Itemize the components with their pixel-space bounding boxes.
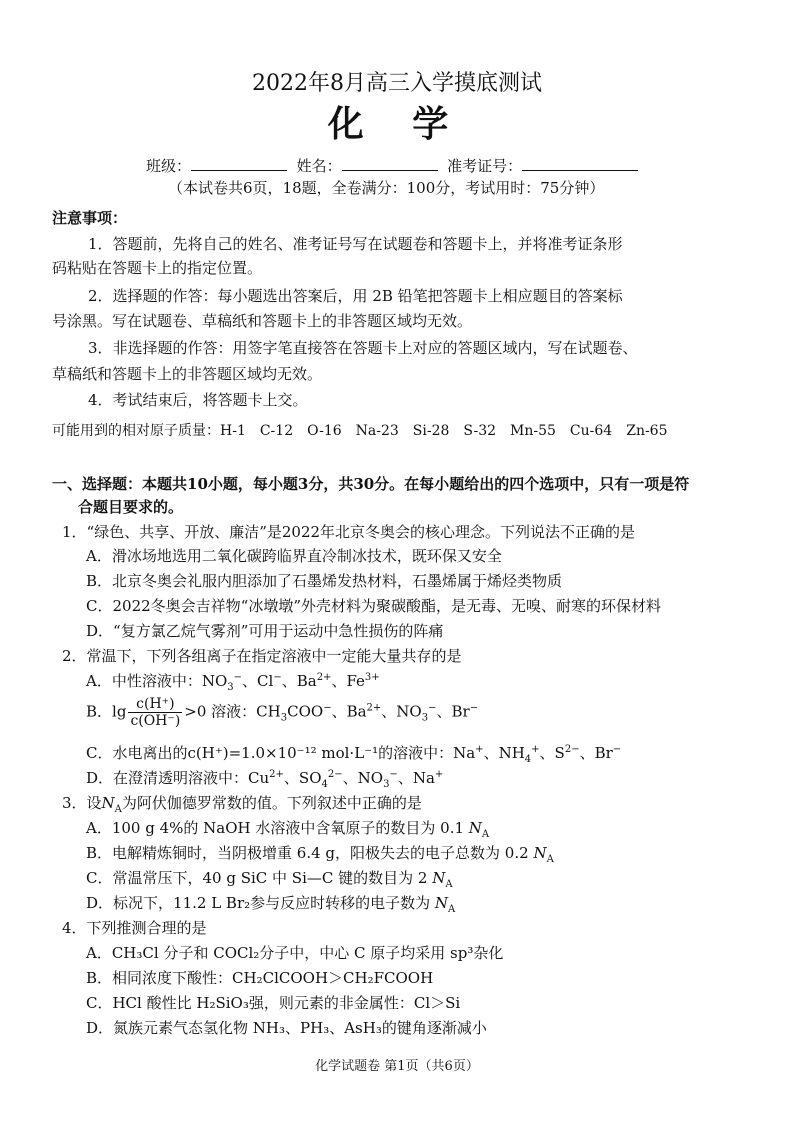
q3-option-b: B．电解精炼铜时，当阴极增重 6.4 g，阳极失去的电子总数为 0.2 $N_A$ (86, 844, 554, 865)
q2-a-label: A．中性溶液中： (86, 672, 202, 690)
q3-a-text: A．100 g 4%的 NaOH 水溶液中含氧原子的数目为 0.1 (86, 819, 465, 837)
note-3-line-1: 3．非选择题的作答：用签字笔直接答在答题卡上对应的答题区域内，写在试题卷、 (88, 339, 638, 357)
q2-option-a: A．中性溶液中：$NO_3^-$、Cl−、$Ba^{2+}$、$Fe^{3+}$ (86, 672, 380, 693)
page-footer: 化学试题卷 第1页（共6页） (315, 1059, 479, 1074)
q2-b-denominator: c(OH⁻) (130, 713, 181, 729)
note-3-line-2: 草稿纸和答题卡上的非答题区域均无效。 (52, 365, 323, 383)
notes-heading: 注意事项： (52, 209, 128, 227)
student-info-line (146, 156, 638, 176)
id-blank[interactable] (522, 156, 638, 171)
q2-b-fraction (128, 696, 182, 729)
q3-b-text: B．电解精炼铜时，当阴极增重 6.4 g，阳极失去的电子总数为 0.2 (86, 844, 529, 862)
q3-option-d: D．标况下，11.2 L Br₂参与反应时转移的电子数为 $N_A$ (86, 894, 456, 915)
section-1-heading-line-1: 一、选择题：本题共10小题，每小题3分，共30分。在每小题给出的四个选项中，只有一项是符 (52, 475, 690, 493)
id-label: 准考证号： (447, 157, 523, 175)
q2-stem: 2．常温下，下列各组离子在指定溶液中一定能大量共存的是 (62, 647, 462, 665)
q3-c-text: C．常温常压下，40 g SiC 中 Si—C 键的数目为 2 (86, 869, 428, 887)
q4-option-d: D．氮族元素气态氢化物 NH₃、PH₃、AsH₃的键角逐渐减小 (86, 1019, 487, 1037)
q3-stem-post: 为阿伏伽德罗常数的值。下列叙述中正确的是 (121, 794, 422, 812)
q2-b-rest: >0 溶液： (184, 702, 257, 721)
q3-option-a: A．100 g 4%的 NaOH 水溶液中含氧原子的数目为 0.1 $N_A$ (86, 819, 490, 840)
q1-option-c: C．2022冬奥会吉祥物“冰墩墩”外壳材料为聚碳酸酯，是无毒、无嗅、耐寒的环保材料 (86, 597, 661, 615)
note-2-line-2: 号涂黑。写在试题卷、草稿纸和答题卡上的非答题区域均无效。 (52, 312, 473, 330)
q4-option-c: C．HCl 酸性比 H₂SiO₃强，则元素的非金属性：Cl＞Si (86, 994, 461, 1012)
q2-b-numerator: c(H⁺) (128, 696, 182, 713)
name-blank[interactable] (342, 156, 438, 171)
q1-option-b: B．北京冬奥会礼服内胆添加了石墨烯发热材料，石墨烯属于烯烃类物质 (86, 572, 563, 590)
q2-b-lg: lg (112, 702, 127, 721)
note-1-line-2: 码粘贴在答题卡上的指定位置。 (52, 259, 263, 277)
q2-d-label: D．在澄清透明溶液中： (86, 769, 249, 787)
q1-option-a: A．滑冰场地选用二氧化碳跨临界直冷制冰技术，既环保又安全 (86, 547, 502, 565)
exam-title: 2022年8月高三入学摸底测试 (252, 71, 542, 96)
q2-option-d: D．在澄清透明溶液中：$Cu^{2+}$、$SO_4^{2-}$、$NO_3^-$、Na+ (86, 769, 444, 790)
q1-stem: 1．“绿色、共享、开放、廉洁”是2022年北京冬奥会的核心理念。下列说法不正确的是 (62, 523, 636, 541)
name-label: 姓名： (296, 157, 342, 175)
note-4: 4．考试结束后，将答题卡上交。 (88, 391, 308, 409)
q4-option-b: B．相同浓度下酸性：CH₂ClCOOH＞CH₂FCOOH (86, 969, 434, 987)
section-1-heading-line-2: 合题目要求的。 (78, 498, 184, 516)
note-1-line-1: 1．答题前，先将自己的姓名、准考证号写在试题卷和答题卡上，并将准考证条形 (88, 235, 623, 253)
subject-title: 化 学 (327, 103, 467, 145)
q3-d-text: D．标况下，11.2 L Br₂参与反应时转移的电子数为 (86, 894, 431, 912)
class-blank[interactable] (191, 156, 287, 171)
q2-b-label: B． (86, 702, 113, 721)
q2-option-b: B．lg $\frac{c(H^+)}{c(OH^-)}$ >0 溶液：$CH_3COO^-$、$Ba^{2+}$、$NO_3^-$、Br− (86, 696, 479, 729)
q2-c-text: c(H⁺)=1.0×10⁻¹² mol·L⁻¹的溶液中： (187, 744, 454, 762)
note-2-line-1: 2．选择题的作答：每小题选出答案后，用 2B 铅笔把答题卡上相应题目的答案标 (88, 287, 623, 305)
exam-info: （本试卷共6页，18题，全卷满分：100分，考试用时：75分钟） (168, 179, 605, 197)
q2-option-c: C．水电离出的c(H⁺)=1.0×10⁻¹² mol·L⁻¹的溶液中：Na+、$NH_4^+$、$S^{2-}$、Br− (86, 744, 622, 765)
q4-stem: 4．下列推测合理的是 (62, 919, 207, 937)
q3-stem-pre: 3．设 (62, 794, 102, 812)
q3-option-c: C．常温常压下，40 g SiC 中 Si—C 键的数目为 2 $N_A$ (86, 869, 453, 890)
q1-option-d: D．“复方氯乙烷气雾剂”可用于运动中急性损伤的阵痛 (86, 622, 444, 640)
atomic-masses: 可能用到的相对原子质量：H-1 C-12 O-16 Na-23 Si-28 S-32 Mn-55 Cu-64 Zn-65 (52, 423, 668, 439)
q4-option-a: A．CH₃Cl 分子和 COCl₂分子中，中心 C 原子均采用 sp³杂化 (86, 944, 504, 962)
q2-c-label: C．水电离出的 (86, 744, 188, 762)
class-label: 班级： (146, 157, 192, 175)
q3-stem: 3．设$N_A$为阿伏伽德罗常数的值。下列叙述中正确的是 (62, 794, 422, 815)
